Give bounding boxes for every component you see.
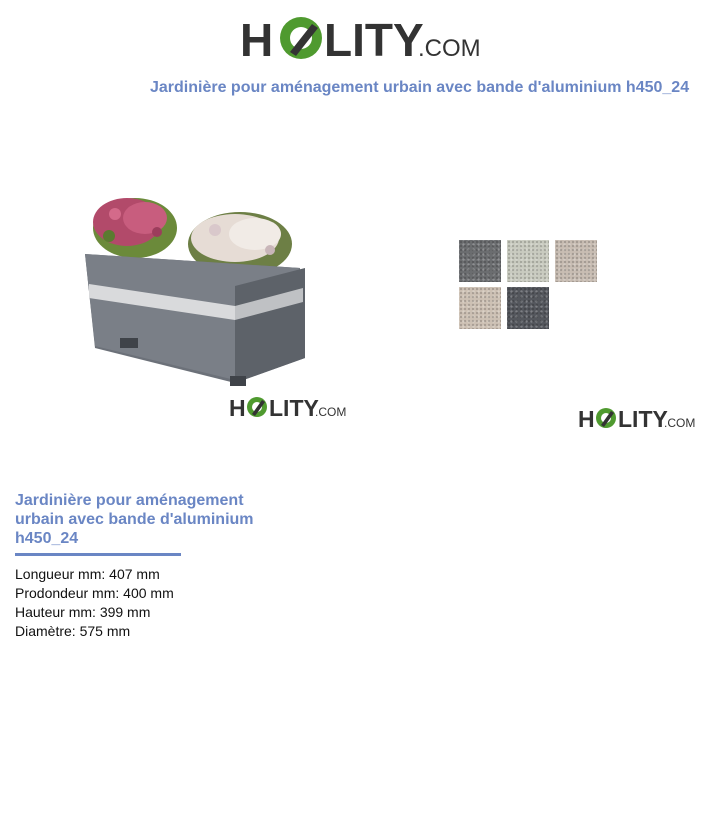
logo-o-icon (280, 17, 322, 59)
planter-body (85, 254, 305, 386)
logo-letter-h: H (578, 406, 595, 432)
logo-letters-lity: LITY (324, 14, 424, 64)
page-title: Jardinière pour aménagement urbain avec bande d'aluminium h450_24 (150, 79, 690, 96)
spec-diameter: Diamètre: 575 mm (15, 623, 131, 639)
beige-pink-swatch[interactable] (555, 240, 597, 282)
spec-length: Longueur mm: 407 mm (15, 566, 160, 582)
logo-letters-lity: LITY (618, 406, 668, 432)
flowers-left (93, 198, 177, 258)
spec-list (15, 565, 174, 641)
light-grey-swatch[interactable] (507, 240, 549, 282)
holity-logo[interactable] (240, 12, 485, 64)
product-title: Jardinière pour aménagement urbain avec bande d'aluminium h450_24 (15, 492, 254, 547)
spec-height: Hauteur mm: 399 mm (15, 604, 151, 620)
logo-letter-h: H (240, 14, 274, 64)
dark-granite-swatch[interactable] (459, 240, 501, 282)
logo-o-icon (596, 408, 616, 428)
anthracite-swatch[interactable] (507, 287, 549, 329)
product-image[interactable] (65, 188, 315, 388)
holity-logo-small (229, 393, 347, 421)
logo-letters-lity: LITY (269, 395, 319, 421)
color-swatches (459, 240, 599, 330)
logo-suffix-com: .COM (418, 35, 481, 62)
logo-suffix-com: .COM (315, 405, 347, 419)
sand-swatch[interactable] (459, 287, 501, 329)
holity-logo-small-right (578, 404, 696, 432)
spec-depth: Prodondeur mm: 400 mm (15, 585, 174, 601)
title-underline (15, 553, 181, 556)
logo-o-icon (247, 397, 267, 417)
logo-letter-h: H (229, 395, 246, 421)
logo-suffix-com: .COM (664, 416, 696, 430)
